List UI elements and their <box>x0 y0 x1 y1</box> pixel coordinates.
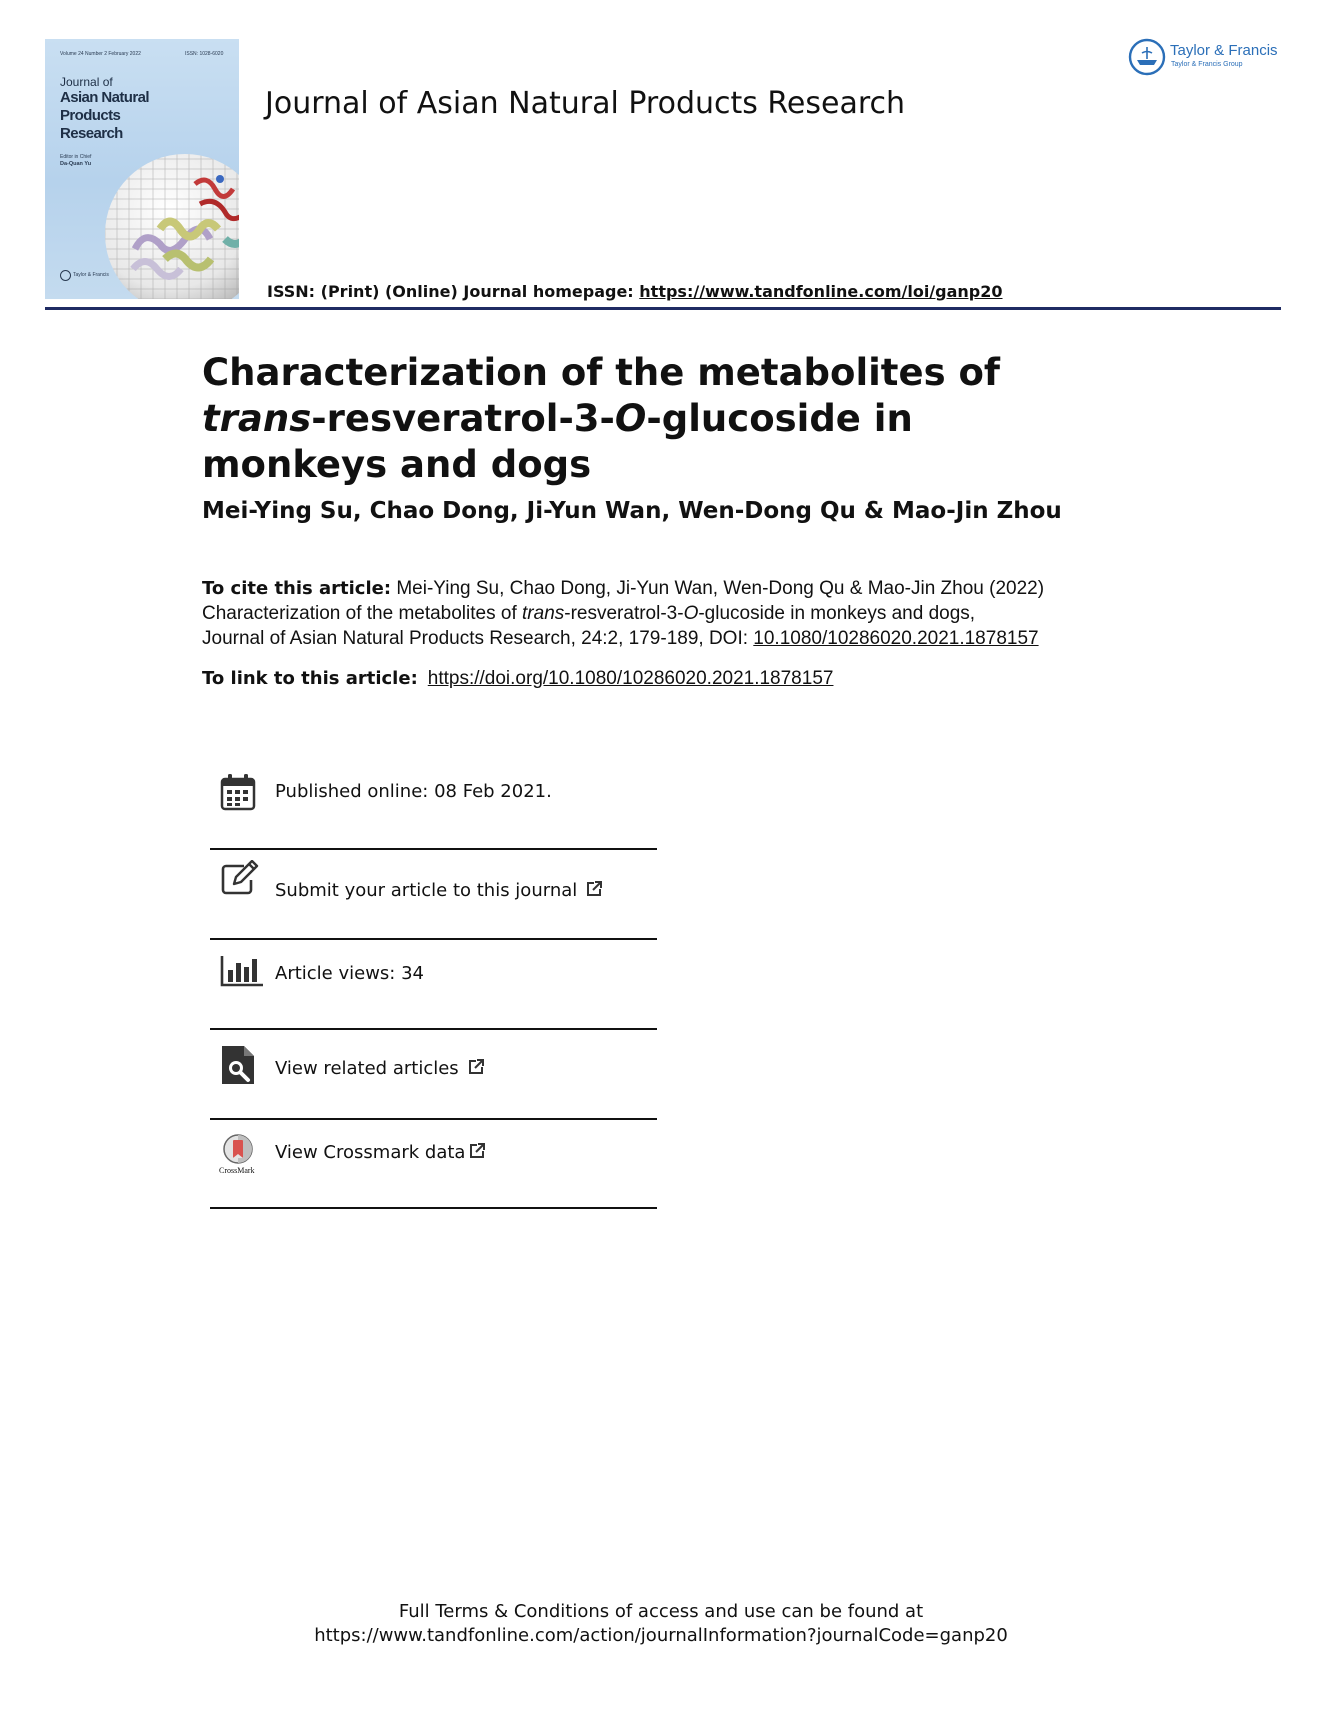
cover-volume-line: Volume 24 Number 2 February 2022 <box>60 51 141 57</box>
terms-footer <box>0 1600 1322 1648</box>
cite-authors: Mei-Ying Su, Chao Dong, Ji-Yun Wan, Wen-Dong Qu & Mao-Jin Zhou (2022) <box>391 578 1045 599</box>
cover-issn: ISSN: 1028-6020 <box>185 51 224 57</box>
cite-title-italic-1: trans <box>522 603 565 624</box>
article-authors: Mei-Ying Su, Chao Dong, Ji-Yun Wan, Wen-Dong Qu & Mao-Jin Zhou <box>202 498 1062 524</box>
calendar-icon <box>220 773 256 811</box>
edit-note-icon <box>220 860 260 896</box>
doi-link[interactable]: 10.1080/10286020.2021.1878157 <box>753 628 1039 649</box>
article-views-text: Article views: 34 <box>275 963 424 984</box>
article-views-item <box>210 946 657 1006</box>
journal-title: Journal of Asian Natural Products Research <box>265 86 906 121</box>
title-text-1: Characterization of the metabolites of <box>202 351 1001 394</box>
cover-title: Asian Natural Products Research <box>60 89 149 142</box>
crossmark-item[interactable] <box>210 1126 657 1186</box>
title-text-2: -resveratrol-3- <box>311 397 615 440</box>
external-link-icon <box>467 1058 485 1076</box>
published-online-item <box>210 770 657 820</box>
related-articles-item[interactable] <box>210 1036 657 1096</box>
cover-editor: Da-Quan Yu <box>60 161 92 167</box>
info-divider <box>210 1118 657 1120</box>
info-divider <box>210 848 657 850</box>
cover-editor-label: Editor in Chief <box>60 154 92 160</box>
article-link-row <box>202 668 833 690</box>
related-articles-link[interactable] <box>275 1058 485 1079</box>
info-divider <box>210 938 657 940</box>
issn-homepage-line <box>267 282 1003 301</box>
document-search-icon <box>220 1044 256 1086</box>
submit-article-link[interactable] <box>275 880 603 901</box>
info-divider <box>210 1207 657 1209</box>
cover-publisher-icon <box>60 270 71 281</box>
crossmark-link[interactable] <box>275 1142 486 1163</box>
terms-line-1: Full Terms & Conditions of access and use can be found at <box>398 1601 924 1622</box>
publisher-group: Taylor & Francis Group <box>1171 61 1243 68</box>
info-divider <box>210 1028 657 1030</box>
cite-title-italic-2: O <box>683 603 699 624</box>
article-url-link[interactable]: https://doi.org/10.1080/10286020.2021.1878157 <box>427 668 834 689</box>
bar-chart-icon <box>220 954 264 988</box>
journal-homepage-link[interactable]: https://www.tandfonline.com/loi/ganp20 <box>639 282 1003 301</box>
crossmark-icon <box>219 1134 257 1166</box>
link-label: To link to this article: <box>202 668 418 689</box>
cover-publisher: Taylor & Francis <box>73 272 109 278</box>
journal-cover-image <box>45 39 239 299</box>
crossmark-label: View Crossmark data <box>275 1142 466 1163</box>
header-divider <box>45 307 1281 310</box>
cite-journal: Journal of Asian Natural Products Research, 24:2, 179-189, DOI: <box>202 628 754 649</box>
external-link-icon <box>468 1142 486 1160</box>
related-articles-label: View related articles <box>275 1058 459 1079</box>
cite-title-1: Characterization of the metabolites of <box>202 603 523 624</box>
title-italic-1: trans <box>202 397 312 440</box>
terms-url[interactable]: https://www.tandfonline.com/action/journalInformation?journalCode=ganp20 <box>314 1625 1008 1646</box>
cite-title-3: -glucoside in monkeys and dogs, <box>698 603 976 624</box>
title-italic-2: O <box>614 397 647 440</box>
article-title <box>202 350 1102 488</box>
published-online-text: Published online: 08 Feb 2021. <box>275 781 552 802</box>
external-link-icon <box>585 880 603 898</box>
protein-sphere-illustration <box>105 139 239 299</box>
crossmark-logo-text: CrossMark <box>219 1166 255 1175</box>
issn-text: ISSN: (Print) (Online) Journal homepage: <box>267 282 640 301</box>
cite-title-2: -resveratrol-3- <box>564 603 684 624</box>
title-text-3: -glucoside in monkeys and dogs <box>202 397 913 486</box>
taylor-francis-logo-icon <box>1128 38 1166 76</box>
submit-article-label: Submit your article to this journal <box>275 880 578 901</box>
submit-article-item[interactable] <box>210 856 657 916</box>
cite-label: To cite this article: <box>202 578 392 599</box>
cover-title-prefix: Journal of <box>60 75 113 89</box>
citation-block <box>202 576 1202 651</box>
publisher-name: Taylor & Francis <box>1170 42 1278 59</box>
